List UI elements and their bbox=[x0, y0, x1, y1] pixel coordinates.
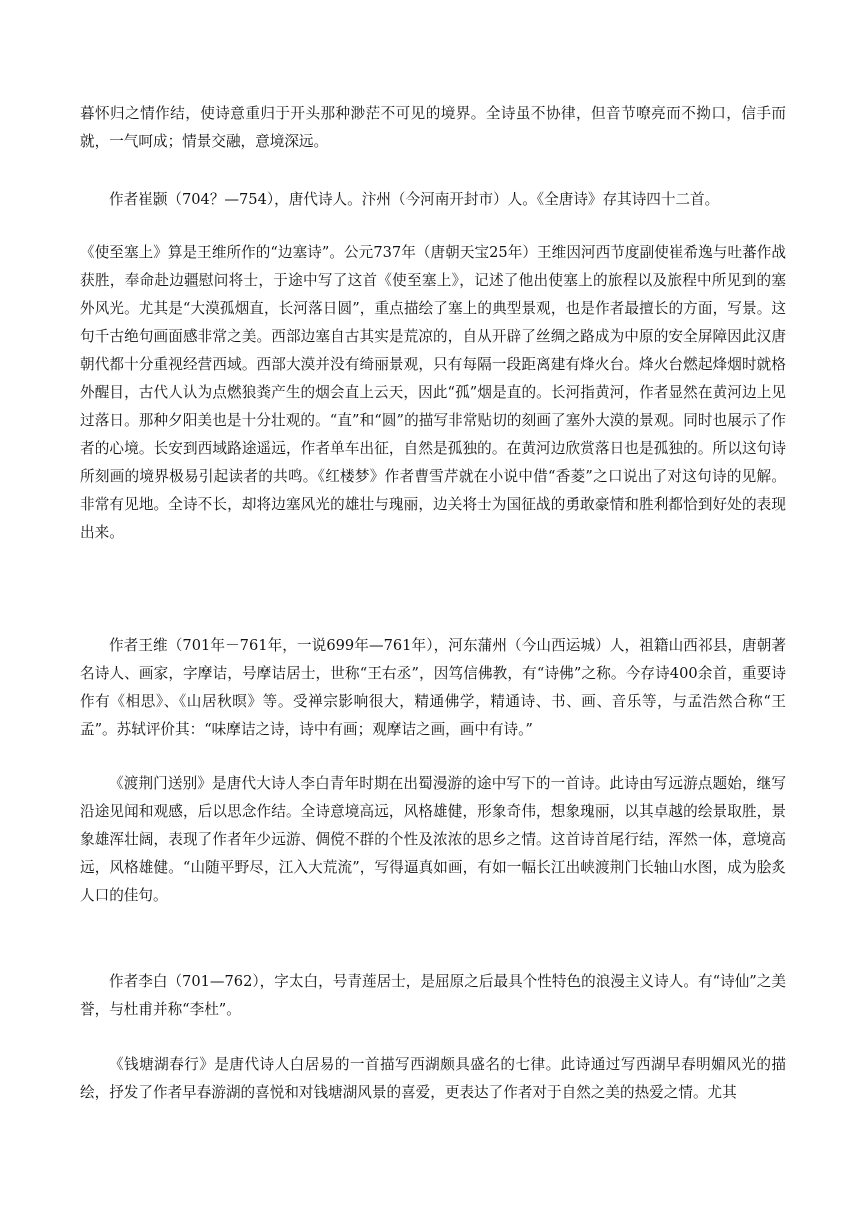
paragraph-du-jing-men-song-bie: 《渡荆门送别》是唐代大诗人李白青年时期在出蜀漫游的途中写下的一首诗。此诗由写远游点题始，继写沿途见闻和观感，后以思念作结。全诗意境高远，风格雄健，形象奇伟，想象瑰丽，以其卓越的绘景取胜，景象雄浑壮阔，表现了作者年少远游、倜傥不群的个性及浓浓的思乡之情。这首诗首尾行结，浑然一体，意境高远，风格雄健。“山随平野尽，江入大荒流”，写得逼真如画，有如一幅长江出峡渡荆门长轴山水图，成为脍炙人口的佳句。 bbox=[80, 775, 786, 904]
paragraph-author-li-bai: 作者李白（701—762），字太白，号青莲居士，是屈原之后最具个性特色的浪漫主义诗人。有“诗仙”之美誉，与杜甫并称“李杜”。 bbox=[80, 973, 786, 1018]
paragraph-author-cui-hao: 作者崔颢（704？—754），唐代诗人。汴州（今河南开封市）人。《全唐诗》存其诗四十二首。 bbox=[109, 191, 720, 208]
paragraph-qian-tang-hu-chun-xing: 《钱塘湖春行》是唐代诗人白居易的一首描写西湖颇具盛名的七律。此诗通过写西湖早春明媚风光的描绘，抒发了作者早春游湖的喜悦和对钱塘湖风景的喜爱，更表达了作者对于自然之美的热爱之情。尤其 bbox=[80, 1056, 786, 1101]
paragraph-shi-zhi-sai-shang: 《使至塞上》算是王维所作的“边塞诗”。公元737年（唐朝天宝25年）王维因河西节度副使崔希逸与吐蕃作战获胜，奉命赴边疆慰问将士，于途中写了这首《使至塞上》，记述了他出使塞上的旅程以及旅程中所见到的塞外风光。尤其是“大漠孤烟直，长河落日圆”，重点描绘了塞上的典型景观，也是作者最擅长的方面，写景。这句千古绝句画面感非常之美。西部边塞自古其实是荒凉的，自从开辟了丝绸之路成为中原的安全屏障因此汉唐朝代都十分重视经营西域。西部大漠并没有绮丽景观，只有每隔一段距离建有烽火台。烽火台燃起烽烟时就格外醒目，古代人认为点燃狼粪产生的烟会直上云天，因此“孤”烟是直的。长河指黄河，作者显然在黄河边上见过落日。那种夕阳美也是十分壮观的。“直”和“圆”的描写非常贴切的刻画了塞外大漠的景观。同时也展示了作者的心境。长安到西域路途遥远，作者单车出征，自然是孤独的。在黄河边欣赏落日也是孤独的。所以这句诗所刻画的境界极易引起读者的共鸣。《红楼梦》作者曹雪芹就在小说中借“香菱”之口说出了对这句诗的见解。非常有见地。全诗不长，却将边塞风光的雄壮与瑰丽，边关将士为国征战的勇敢豪情和胜利都恰到好处的表现出来。 bbox=[80, 244, 786, 541]
paragraph-poem-ending: 暮怀归之情作结，使诗意重归于开头那种渺茫不可见的境界。全诗虽不协律，但音节嘹亮而不拗口，信手而就，一气呵成；情景交融，意境深远。 bbox=[80, 105, 786, 150]
paragraph-author-wang-wei: 作者王维（701年－761年，一说699年—761年），河东蒲州（今山西运城）人，祖籍山西祁县，唐朝著名诗人、画家，字摩诘，号摩诘居士，世称“王右丞”，因笃信佛教，有“诗佛”之称。今存诗400余首，重要诗作有《相思》、《山居秋暝》等。受禅宗影响很大，精通佛学，精通诗、书、画、音乐等，与孟浩然合称“王孟”。苏轼评价其：“味摩诘之诗，诗中有画；观摩诘之画，画中有诗。” bbox=[80, 637, 786, 738]
